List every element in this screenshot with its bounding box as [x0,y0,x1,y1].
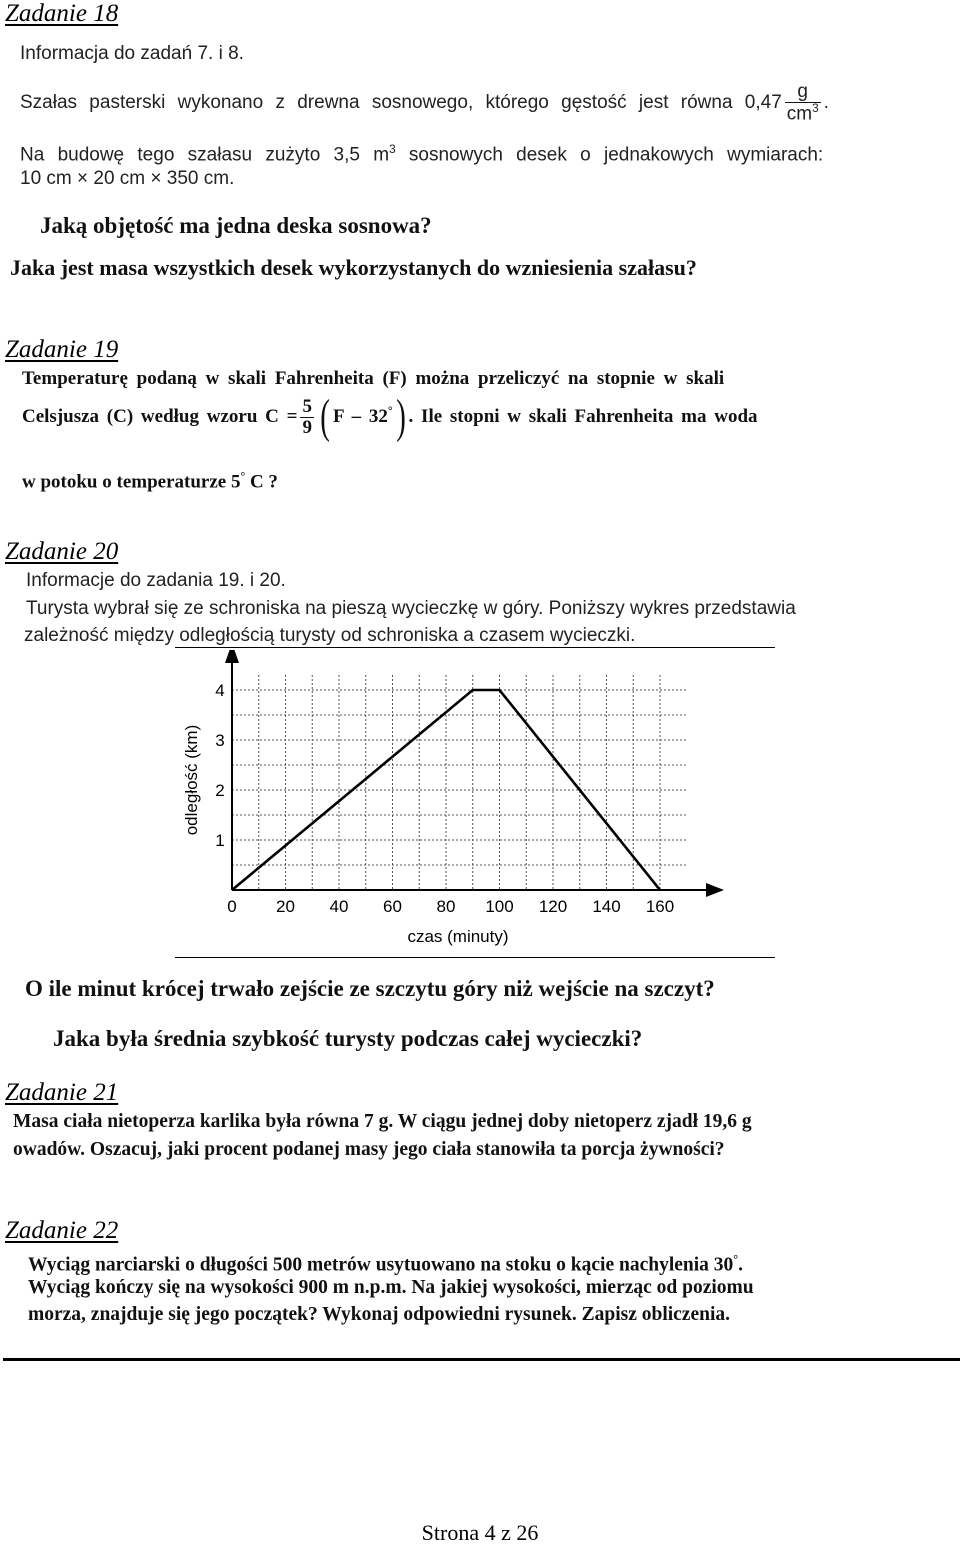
task-19-line-2: Celsjusza (C) według wzoru C = $\frac{5}{9}$ ( F – 32°) . Ile stopni w skali Fahrenheita ma woda [22,390,758,444]
task-22-text [28,1246,948,1331]
x-tick-label: 0 [227,897,237,916]
distance-time-chart [0,650,960,970]
density-fraction: $\frac{g}{cm^3}$ [786,81,819,125]
task-18-text [10,40,950,300]
task-22-line-2: Wyciąg kończy się na wysokości 900 m n.p.m. Na jakiej wysokości, mierząc od poziomu [28,1277,754,1298]
x-tick-label: 100 [485,897,514,916]
task-20-line-1: Turysta wybrał się ze schroniska na pieszą wycieczkę w góry. Poniższy wykres przedstawia [26,598,796,619]
task-18-heading: Zadanie 18 [5,0,119,27]
task-20-heading: Zadanie 20 [5,538,119,565]
page-number: Strona 4 z 26 [421,1520,539,1545]
chart-bottom-rule [175,957,775,958]
task-22-heading: Zadanie 22 [5,1217,119,1244]
y-axis-label: odległość (km) [182,724,201,836]
x-tick-label: 60 [383,897,402,916]
chart-axes [225,650,724,897]
task-20-question-2: Jaka była średnia szybkość turysty podczas całej wycieczki? [53,1026,643,1051]
task-19-line-1: Temperaturę podaną w skali Fahrenheita (F) można przeliczyć na stopnie w skali [22,368,725,389]
task-22-line-1: Wyciąg narciarski o długości 500 metrów usytuowano na stoku o kącie nachylenia 30°. [28,1252,744,1276]
x-tick-label: 80 [436,897,456,916]
task-18-line-1: Szałas pasterski wykonano z drewna sosnowego, którego gęstość jest równa 0,47 $\frac{g}{cm^3}$ . [20,81,829,125]
task-20-line-2: zależność między odległością turysty od schroniska a czasem wycieczki. [24,625,636,646]
y-axis-arrow [225,650,239,663]
task-19-line-3: w potoku o temperaturze 5° C ? [22,470,278,493]
task-20-questions [25,975,945,1065]
task-19-heading: Zadanie 19 [5,336,119,363]
x-tick-label: 120 [538,897,568,916]
task-18-info: Informacja do zadań 7. i 8. [20,43,244,64]
x-tick-label: 160 [645,897,675,916]
x-tick-label: 140 [592,897,621,916]
x-axis-label: czas (minuty) [407,927,509,946]
task-19-text [22,365,942,495]
y-tick-label: 2 [215,781,225,800]
formula-fraction: $\frac{5}{9}$ [302,396,312,438]
x-tick-label: 40 [329,897,349,916]
task-18-line-2: Na budowę tego szałasu zużyto 3,5 $m^3$ sosnowych desek o jednakowych wymiarach: [20,143,824,166]
chart-top-rule [175,647,775,648]
x-axis-arrow [706,883,724,897]
y-tick-label: 4 [215,681,225,700]
x-tick-label: 20 [276,897,295,916]
chart-tick-labels [215,681,674,916]
task-21-heading: Zadanie 21 [5,1079,119,1106]
y-tick-label: 1 [215,831,225,850]
task-18-question-2: Jaka jest masa wszystkich desek wykorzystanych do wzniesienia szałasu? [10,255,697,280]
y-tick-label: 3 [215,731,225,750]
task-21-line-1: Masa ciała nietoperza karlika była równa 7 g. W ciągu jednej doby nietoperz zjadł 19,6 g [13,1111,752,1132]
task-18-question-1: Jaką objętość ma jedna deska sosnowa? [40,213,432,238]
task-21-text [13,1108,943,1168]
page-bottom-rule [3,1358,960,1361]
task-20-question-1: O ile minut krócej trwało zejście ze szczytu góry niż wejście na szczyt? [25,976,715,1001]
task-22-line-3: morza, znajduje się jego początek? Wykonaj odpowiedni rysunek. Zapisz obliczenia. [28,1304,731,1325]
chart-grid [232,675,686,890]
task-20-text [26,567,946,652]
task-18-line-3: 10 cm × 20 cm × 350 cm. [20,168,235,189]
task-21-line-2: owadów. Oszacuj, jaki procent podanej masy jego ciała stanowiła ta porcja żywności? [13,1139,725,1160]
task-20-info: Informacje do zadania 19. i 20. [26,570,286,591]
